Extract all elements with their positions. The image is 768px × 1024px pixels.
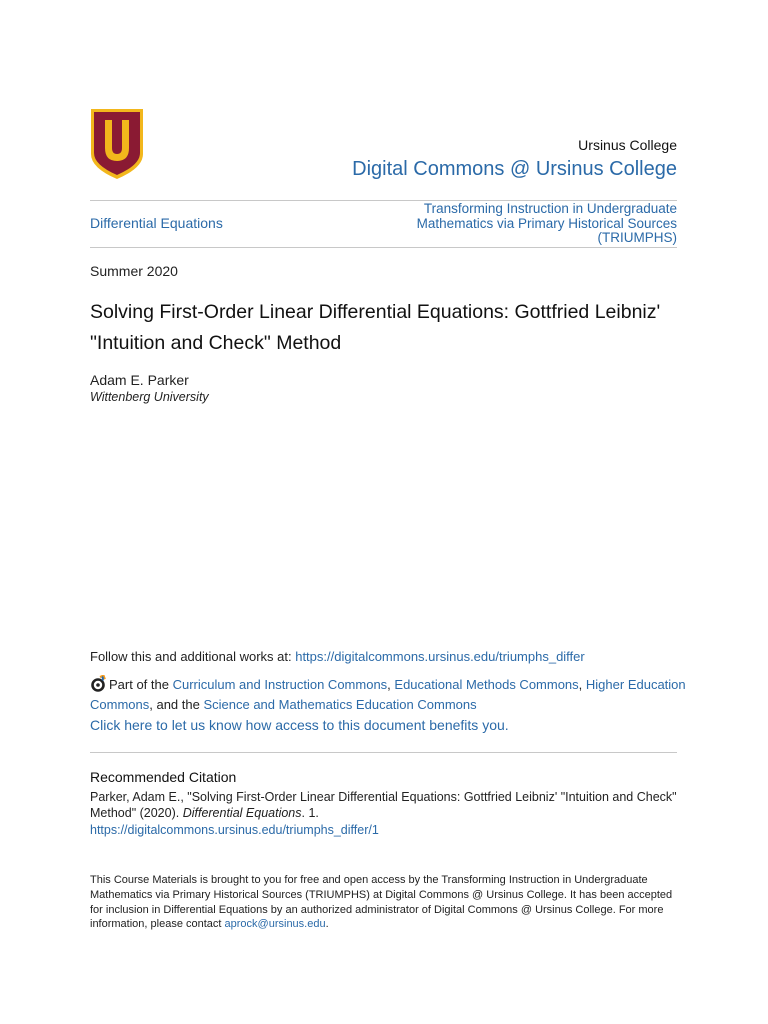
commons-link-science-math-education[interactable]: Science and Mathematics Education Commons — [203, 697, 477, 712]
open-access-icon — [90, 675, 107, 692]
author-affiliation: Wittenberg University — [90, 390, 209, 404]
series-link-differential-equations[interactable]: Differential Equations — [90, 215, 223, 231]
contact-email-link[interactable]: aprock@ursinus.edu — [224, 918, 326, 931]
divider-bottom — [90, 247, 677, 248]
publication-date: Summer 2020 — [90, 263, 178, 279]
follow-url-link[interactable]: https://digitalcommons.ursinus.edu/triumphs_differ — [295, 649, 585, 664]
series-link-triumphs[interactable]: Transforming Instruction in Undergraduate Mathematics via Primary Historical Sources (TRIUMPHS) — [416, 201, 677, 246]
part-of-sep2: , — [578, 677, 586, 692]
author-name: Adam E. Parker — [90, 372, 189, 388]
recommended-citation — [90, 789, 690, 838]
citation-url-link[interactable]: https://digitalcommons.ursinus.edu/triumphs_differ/1 — [90, 823, 379, 837]
recommended-citation-heading: Recommended Citation — [90, 769, 237, 785]
part-of-prefix: Part of the — [109, 677, 173, 692]
ursinus-shield-logo — [90, 108, 144, 180]
part-of-sep3: , and the — [149, 697, 204, 712]
divider-middle — [90, 752, 677, 753]
access-footnote — [90, 873, 680, 932]
footnote-text: This Course Materials is brought to you for free and open access by the Transforming Instruction in Undergraduate Mathematics via Primary Historical Sources (TRIUMPHS) at Digital Commons @ Ursinus College. It has been accepted for inclusion in Differential Equations by an authorized administrator of Digital Commons @ Ursinus College. For more information, please contact — [90, 874, 673, 931]
follow-line — [90, 649, 585, 664]
footnote-end: . — [325, 918, 329, 931]
part-of-commons — [90, 675, 690, 715]
citation-text-end: . 1. — [301, 806, 319, 820]
commons-link-higher-education[interactable]: Higher Education Commons — [90, 677, 686, 712]
citation-journal: Differential Equations — [182, 806, 302, 820]
document-title: Solving First-Order Linear Differential Equations: Gottfried Leibniz' "Intuition and Check" Method — [90, 301, 661, 354]
feedback-link[interactable]: Click here to let us know how access to this document benefits you. — [90, 717, 509, 733]
institution-name: Ursinus College — [578, 137, 677, 153]
part-of-sep1: , — [387, 677, 395, 692]
commons-link-curriculum[interactable]: Curriculum and Instruction Commons — [172, 677, 388, 692]
follow-prefix: Follow this and additional works at: — [90, 649, 296, 664]
citation-text: Parker, Adam E., "Solving First-Order Linear Differential Equations: Gottfried Leibniz' "Intuition and Check" Method" (2020). — [90, 790, 677, 820]
commons-link-educational-methods[interactable]: Educational Methods Commons — [394, 677, 579, 692]
repository-link[interactable]: Digital Commons @ Ursinus College — [352, 158, 677, 180]
